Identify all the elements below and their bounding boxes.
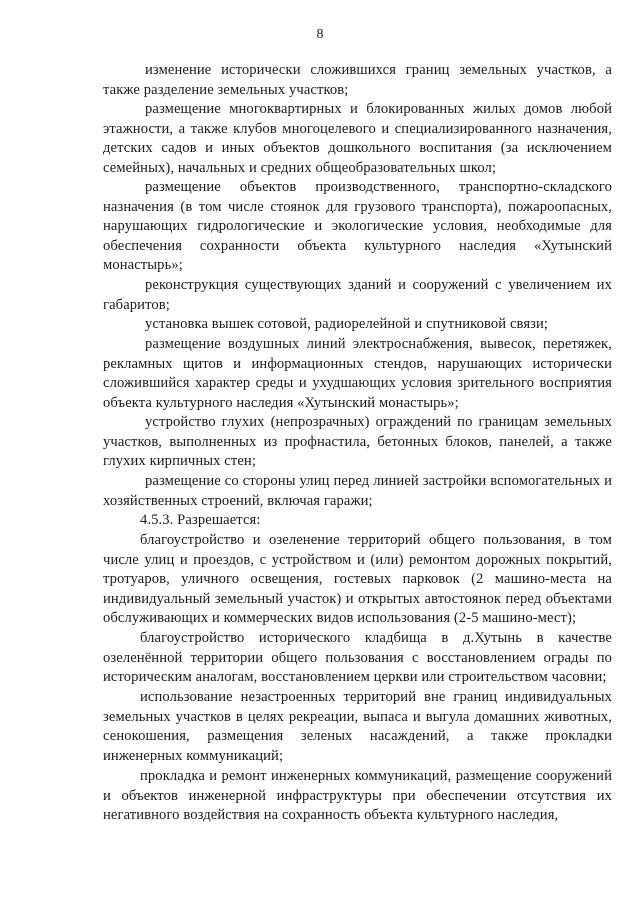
paragraph-industrial-objects: размещение объектов производственного, транспортно-складского назначения (в том числе стоянок для грузового транспорта), пожароопасных, нарушающих гидрологические и экологические условия, необходимые для обеспечения сохранности объекта культурного наследия «Хутынский монастырь»;: [103, 179, 612, 273]
section-heading-4-5-3: 4.5.3. Разрешается:: [140, 512, 261, 528]
paragraph-towers: установка вышек сотовой, радиорелейной и спутниковой связи;: [145, 316, 549, 332]
paragraph-fences: устройство глухих (непрозрачных) ограждений по границам земельных участков, выполненных из профнастила, бетонных блоков, панелей, а также глухих кирпичных стен;: [103, 414, 612, 469]
paragraph-boundary-change: изменение исторически сложившихся границ земельных участков, а также разделение земельных участков;: [103, 62, 612, 98]
paragraph-cemetery: благоустройство исторического кладбища в д.Хутынь в качестве озеленённой территории общего пользования с восстановлением ограды по историческим аналогам, восстановлением церкви или строительством часовни;: [103, 630, 612, 685]
paragraph-undeveloped-territories: использование незастроенных территорий вне границ индивидуальных земельных участков в целях рекреации, выпаса и выгула домашних животных, сенокошения, размещения зеленых насаждений, а также прокладки инженерных коммуникаций;: [103, 689, 612, 764]
page-number: 8: [316, 27, 324, 42]
paragraph-apartment-buildings: размещение многоквартирных и блокированных жилых домов любой этажности, а также клубов многоцелевого и специализированного назначения, детских садов и иных объектов дошкольного воспитания (за исключением семейных), начальных и средних общеобразовательных школ;: [103, 101, 612, 176]
paragraph-landscaping: благоустройство и озеленение территорий общего пользования, в том числе улиц и проездов, с устройством и (или) ремонтом дорожных покрытий, тротуаров, уличного освещения, гостевых парковок (2 машино-места на индивидуальный земельный участок) и открытых автостоянок перед объектами обслуживающих и коммерческих видов использования (2-5 машино-мест);: [103, 532, 612, 626]
paragraph-power-lines-signage: размещение воздушных линий электроснабжения, вывесок, перетяжек, рекламных щитов и информационных стендов, нарушающих исторически сложившийся характер среды и ухудшающих условия зрительного восприятия объекта культурного наследия «Хутынский монастырь»;: [103, 336, 612, 411]
paragraph-reconstruction: реконструкция существующих зданий и сооружений с увеличением их габаритов;: [103, 277, 612, 313]
paragraph-engineering-networks: прокладка и ремонт инженерных коммуникаций, размещение сооружений и объектов инженерной инфраструктуры при обеспечении отсутствия их негативного воздействия на сохранность объекта культурного наследия,: [103, 768, 612, 823]
paragraph-auxiliary-buildings: размещение со стороны улиц перед линией застройки вспомогательных и хозяйственных строений, включая гаражи;: [103, 473, 612, 509]
